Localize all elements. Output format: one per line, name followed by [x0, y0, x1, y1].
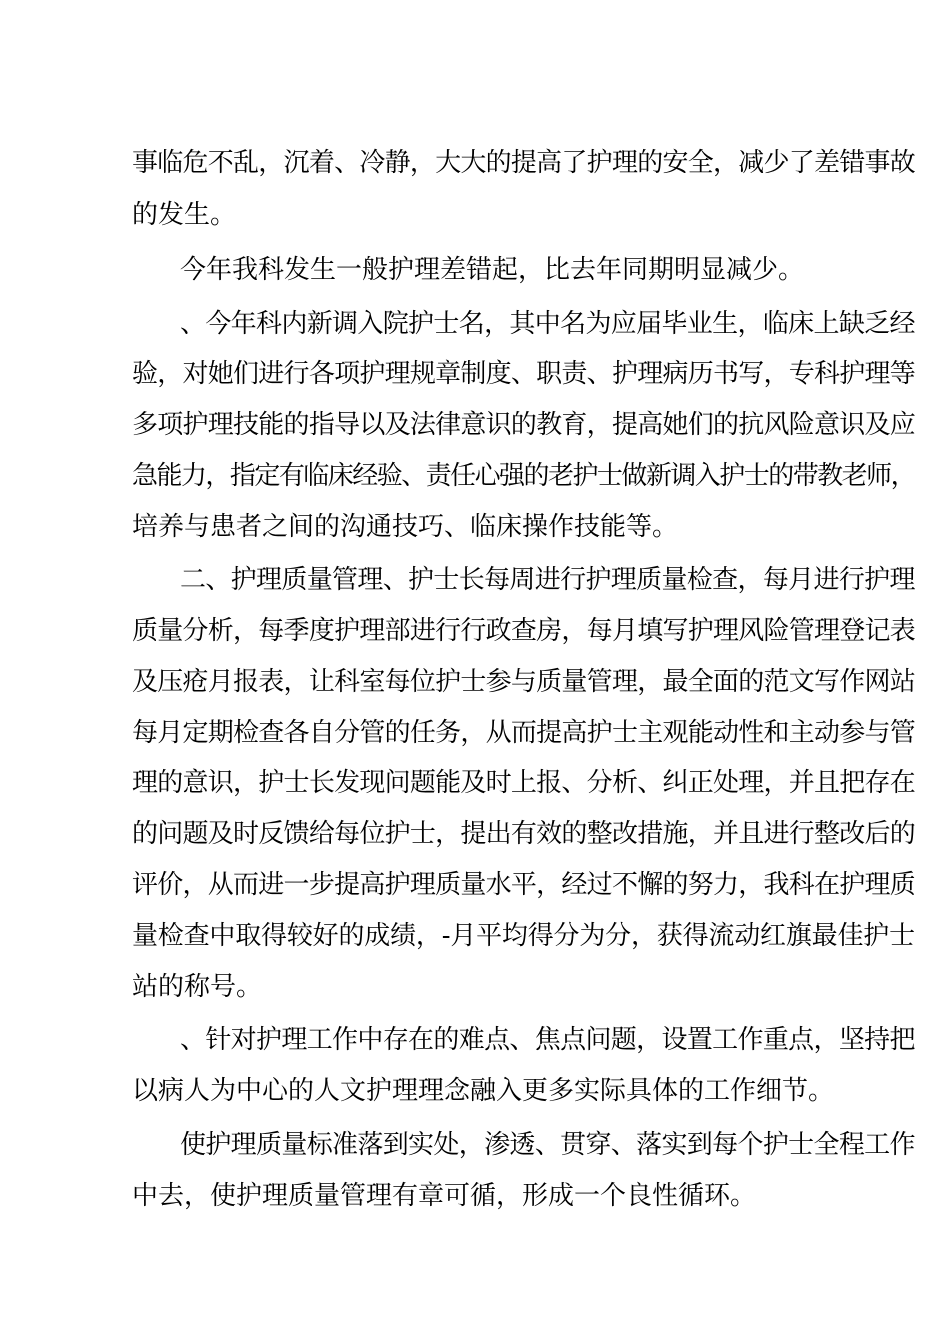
text-line: 每月定期检查各自分管的任务，从而提高护士主观能动性和主动参与管	[132, 718, 916, 748]
text-line: 理的意识，护士长发现问题能及时上报、分析、纠正处理，并且把存在	[132, 768, 916, 798]
text-line: 今年我科发生一般护理差错起，比去年同期明显减少。	[180, 255, 805, 285]
text-line: 中去，使护理质量管理有章可循，形成一个良性循环。	[132, 1181, 757, 1211]
text-line: 、今年科内新调入院护士名，其中名为应届毕业生，临床上缺乏经	[180, 309, 915, 339]
text-line: 评价，从而进一步提高护理质量水平，经过不懈的努力，我科在护理质	[132, 870, 916, 900]
text-line: 及压疮月报表，让科室每位护士参与质量管理，最全面的范文写作网站	[132, 667, 916, 697]
text-line: 急能力，指定有临床经验、责任心强的老护士做新调入护士的带教老师，	[132, 461, 916, 491]
text-line: 的问题及时反馈给每位护士，提出有效的整改措施，并且进行整改后的	[132, 819, 916, 849]
text-line: 培养与患者之间的沟通技巧、临床操作技能等。	[132, 512, 679, 542]
text-line: 使护理质量标准落到实处，渗透、贯穿、落实到每个护士全程工作	[180, 1130, 915, 1160]
text-line: 站的称号。	[132, 972, 263, 1002]
text-line: 事临危不乱，沉着、冷静，大大的提高了护理的安全，减少了差错事故	[132, 148, 916, 178]
text-line: 二、护理质量管理、护士长每周进行护理质量检查，每月进行护理	[180, 565, 915, 595]
text-line: 以病人为中心的人文护理理念融入更多实际具体的工作细节。	[132, 1076, 835, 1106]
text-line: 的发生。	[132, 200, 237, 230]
text-line: 质量分析，每季度护理部进行行政查房，每月填写护理风险管理登记表	[132, 616, 916, 646]
text-line: 验，对她们进行各项护理规章制度、职责、护理病历书写，专科护理等	[132, 359, 916, 389]
text-line: 、针对护理工作中存在的难点、焦点问题，设置工作重点，坚持把	[180, 1025, 915, 1055]
text-line: 多项护理技能的指导以及法律意识的教育，提高她们的抗风险意识及应	[132, 410, 916, 440]
text-line: 量检查中取得较好的成绩，-月平均得分为分，获得流动红旗最佳护士	[132, 921, 915, 951]
